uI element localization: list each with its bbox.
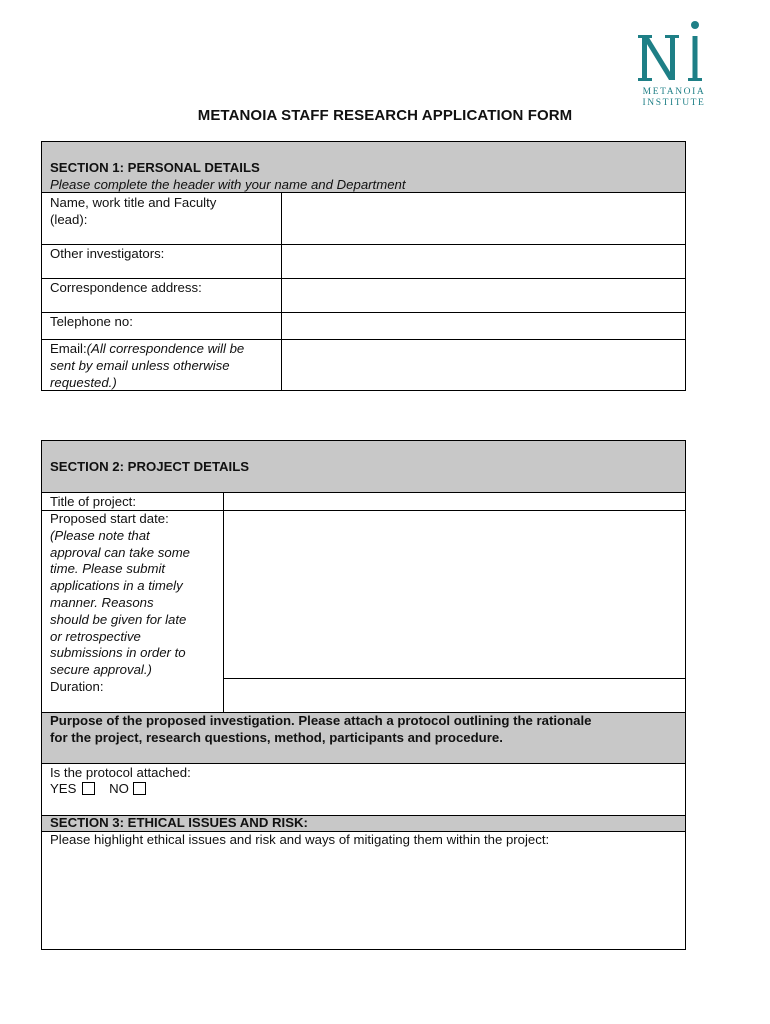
email-label: Email:(All correspondence will be sent by email unless otherwise requested.): [50, 341, 245, 390]
other-investigators-label: Other investigators:: [50, 246, 165, 261]
email-field[interactable]: [282, 340, 685, 391]
no-label: NO: [109, 781, 129, 796]
name-title-faculty-field[interactable]: [282, 194, 685, 244]
telephone-label: Telephone no:: [50, 314, 133, 329]
section2-table: [41, 440, 686, 950]
no-checkbox[interactable]: [133, 782, 146, 795]
ethical-issues-field[interactable]: [43, 849, 684, 949]
duration-label: Duration:: [50, 678, 104, 694]
section1-table: [41, 141, 686, 391]
logo-text-line2: INSTITUTE: [642, 98, 706, 108]
other-investigators-field[interactable]: [282, 245, 685, 278]
protocol-attached-question: Is the protocol attached:: [50, 765, 191, 780]
project-title-label: Title of project:: [50, 494, 136, 509]
section1-heading: SECTION 1: PERSONAL DETAILS: [50, 160, 260, 175]
logo-mark-icon: [638, 20, 710, 84]
yes-label: YES: [50, 781, 77, 796]
name-title-faculty-label: Name, work title and Faculty (lead):: [50, 195, 217, 227]
project-title-field[interactable]: [224, 493, 685, 510]
form-title: METANOIA STAFF RESEARCH APPLICATION FORM: [197, 107, 573, 124]
proposed-start-date-label: Proposed start date: (Please note that approval can take some time. Please submit applications in a timely manner. Reasons should be given for late or retrospective submissions in order to secure approval.) Duration:: [50, 511, 191, 694]
metanoia-logo: [636, 20, 712, 110]
section1-subheading: Please complete the header with your name and Department: [50, 177, 406, 192]
telephone-field[interactable]: [282, 313, 685, 339]
logo-text-line1: METANOIA: [642, 87, 706, 97]
section2-heading: SECTION 2: PROJECT DETAILS: [50, 459, 250, 474]
protocol-options: [50, 781, 146, 798]
yes-checkbox[interactable]: [82, 782, 95, 795]
section3-heading: SECTION 3: ETHICAL ISSUES AND RISK:: [50, 815, 308, 830]
proposed-start-date-field[interactable]: [224, 511, 685, 678]
purpose-text: Purpose of the proposed investigation. Please attach a protocol outlining the rationale for the project, research questions, method, participants and procedure.: [50, 713, 592, 745]
ethical-issues-prompt: Please highlight ethical issues and risk and ways of mitigating them within the project:: [50, 832, 550, 847]
correspondence-address-label: Correspondence address:: [50, 280, 202, 295]
correspondence-address-field[interactable]: [282, 279, 685, 312]
duration-field[interactable]: [224, 679, 685, 712]
